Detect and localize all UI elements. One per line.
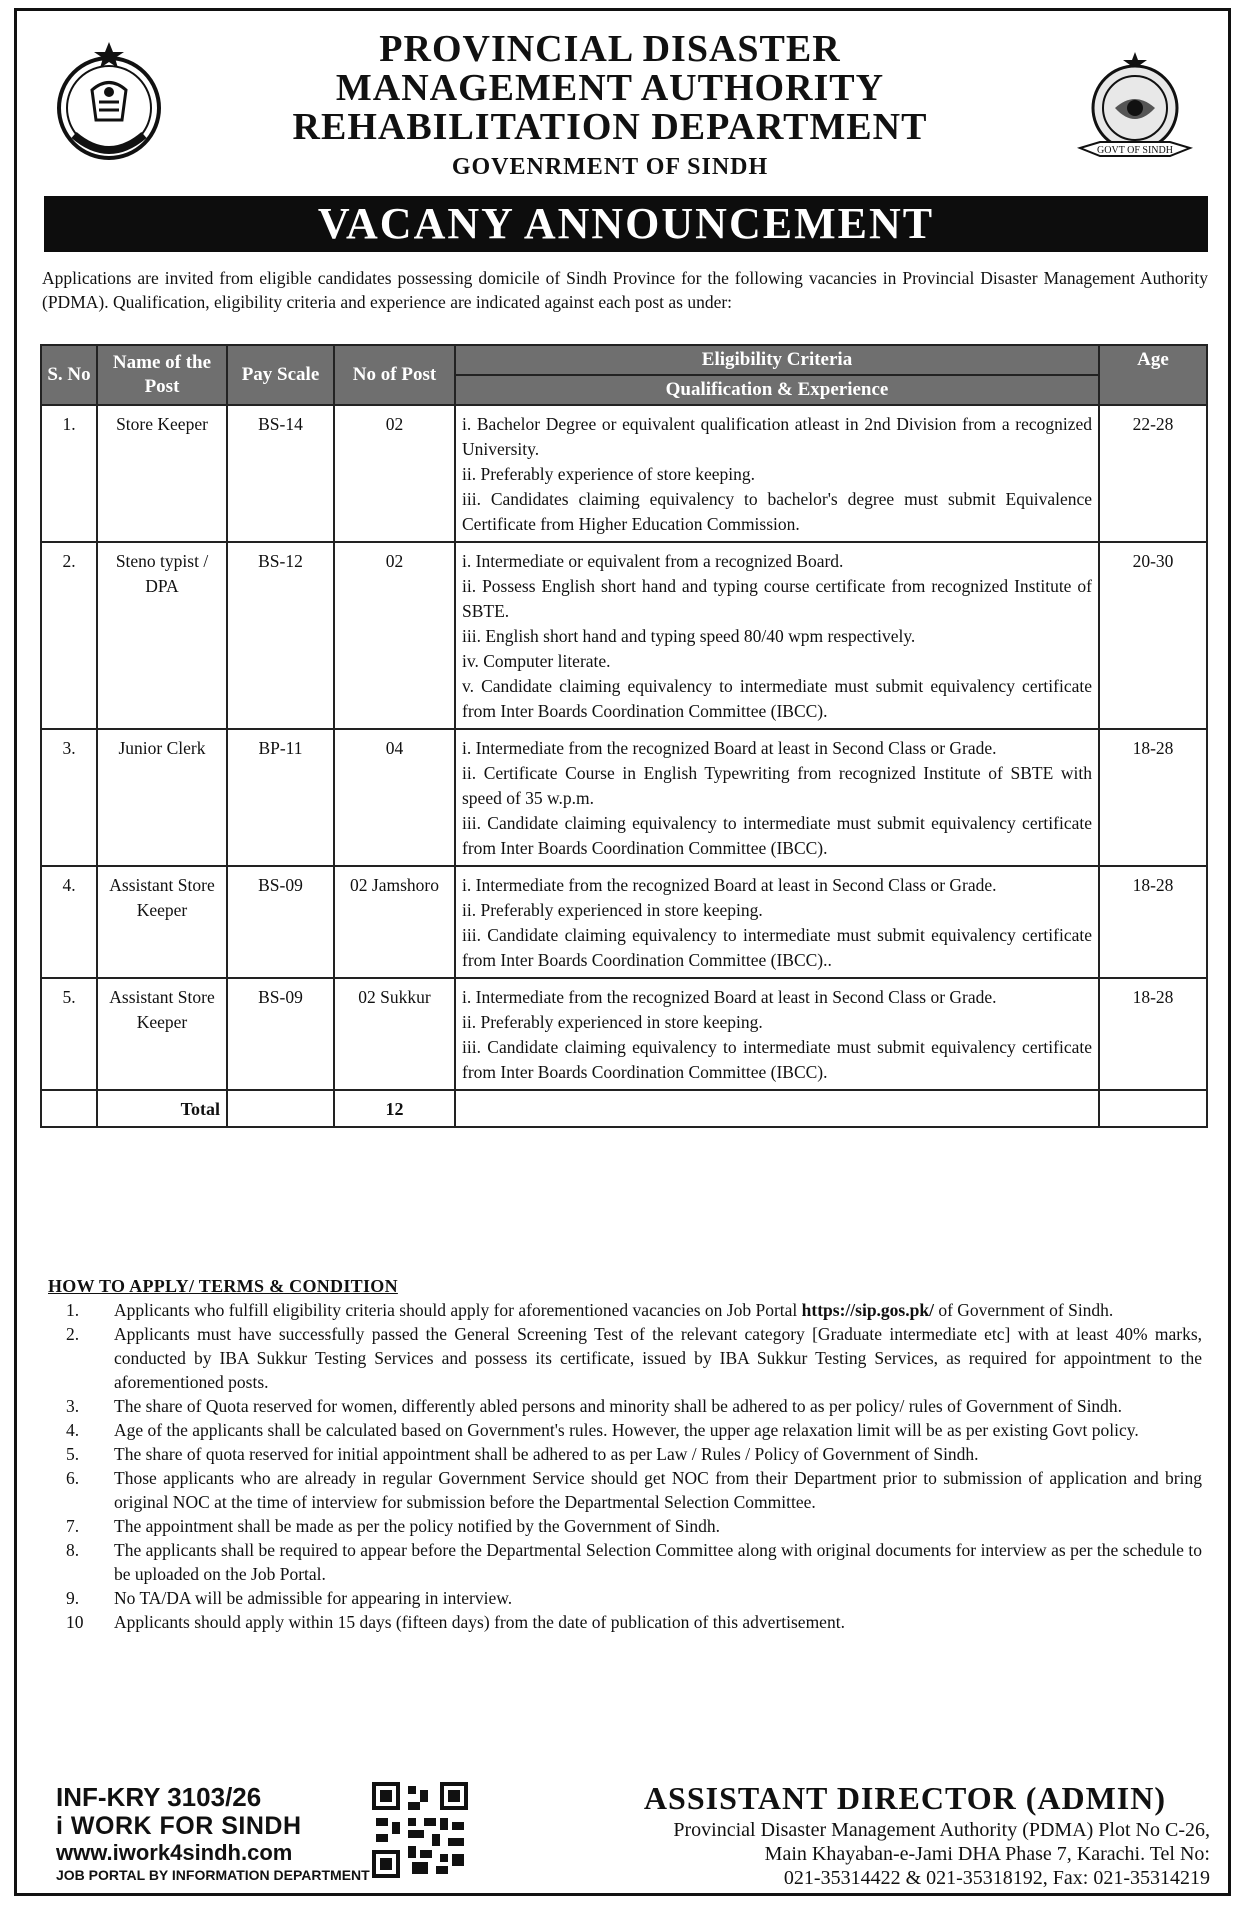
term-item: [48, 1514, 1202, 1538]
criteria-item: iii. Candidates claiming equivalency to bachelor's degree must submit Equivalence Certificate from Higher Education Commission.: [462, 489, 1092, 534]
org-name-line1: PROVINCIAL DISASTER: [379, 28, 841, 70]
term-text: No TA/DA will be admissible for appearing in interview.: [114, 1588, 513, 1608]
criteria-item: i. Intermediate from the recognized Board at least in Second Class or Grade.: [462, 875, 997, 895]
vacancy-table: [40, 344, 1208, 1128]
table-row: [41, 405, 1207, 542]
cell-post-count: 02: [334, 542, 455, 729]
term-item: [48, 1394, 1202, 1418]
term-item: [48, 1538, 1202, 1586]
signatory-title: ASSISTANT DIRECTOR (ADMIN): [643, 1780, 1166, 1816]
cell-pay-scale: BS-09: [227, 978, 334, 1090]
cell-sno: 4.: [41, 866, 97, 978]
cell-age: 18-28: [1099, 729, 1207, 866]
criteria-item: i. Intermediate or equivalent from a recognized Board.: [462, 551, 844, 571]
col-header-pay: Pay Scale: [227, 345, 334, 405]
intro-paragraph: Applications are invited from eligible candidates possessing domicile of Sindh Province for the following vacancies in Provincial Disaster Management Authority (PDMA). Qualification, eligibility criteria and experience are indicated against each post as under:: [42, 268, 1208, 312]
criteria-item: iii. Candidate claiming equivalency to intermediate must submit equivalency certificate from Inter Boards Coordination Committee (IBCC).: [462, 813, 1092, 858]
term1-text-before: Applicants who fulfill eligibility criteria should apply for aforementioned vacancies on Job Portal: [114, 1300, 802, 1320]
term-number: 5.: [66, 1444, 80, 1464]
term-text: Age of the applicants shall be calculated based on Government's rules. However, the upper age relaxation limit will be as per existing Govt policy.: [114, 1420, 1139, 1440]
cell-post-count: 02 Jamshoro: [334, 866, 455, 978]
criteria-item: iii. Candidate claiming equivalency to intermediate must submit equivalency certificate from Inter Boards Coordination Committee (IBCC).: [462, 1037, 1092, 1082]
cell-post-name: Store Keeper: [97, 405, 227, 542]
term-number: 9.: [66, 1588, 80, 1608]
term1-text-after: of Government of Sindh.: [933, 1300, 1114, 1320]
term-number: 10: [66, 1612, 84, 1632]
info-dept-reference: [56, 1782, 370, 1884]
term-text: The appointment shall be made as per the policy notified by the Government of Sindh.: [114, 1516, 721, 1536]
term-item: [48, 1298, 1202, 1322]
col-header-count: No of Post: [334, 345, 455, 405]
address-line3: 021-35314422 & 021-35318192, Fax: 021-35314219: [783, 1867, 1210, 1889]
criteria-item: iii. English short hand and typing speed 80/40 wpm respectively.: [462, 626, 916, 646]
ref-code: INF-KRY 3103/26: [56, 1782, 262, 1812]
criteria-item: ii. Preferably experienced in store keeping.: [462, 900, 763, 920]
total-cell-blank: [1099, 1090, 1207, 1127]
cell-age: 18-28: [1099, 866, 1207, 978]
cell-pay-scale: BS-09: [227, 866, 334, 978]
term-text: The applicants shall be required to appear before the Departmental Selection Committee along with original documents for interview as per the schedule to be uploaded on the Job Portal.: [114, 1540, 1202, 1584]
total-cell-blank: [455, 1090, 1099, 1127]
term-text: Those applicants who are already in regular Government Service should get NOC from their Department prior to submission of application and bring original NOC at the time of interview for submission before the Departmental Selection Committee.: [114, 1468, 1202, 1512]
table-row: [41, 866, 1207, 978]
criteria-item: ii. Preferably experience of store keeping.: [462, 464, 755, 484]
table-row: [41, 542, 1207, 729]
criteria-item: i. Bachelor Degree or equivalent qualification atleast in 2nd Division from a recognized University.: [462, 414, 1092, 459]
criteria-item: ii. Possess English short hand and typing course certificate from recognized Institute of SBTE.: [462, 576, 1092, 621]
cell-post-count: 04: [334, 729, 455, 866]
term-item: [48, 1586, 1202, 1610]
cell-eligibility: [455, 405, 1099, 542]
how-to-apply-title: HOW TO APPLY/ TERMS & CONDITION: [48, 1276, 398, 1296]
criteria-item: v. Candidate claiming equivalency to intermediate must submit equivalency certificate from Inter Boards Coordination Committee (IBCC).: [462, 676, 1092, 721]
brand-prefix: i: [56, 1812, 64, 1840]
term-item: [48, 1466, 1202, 1514]
term-number: 2.: [66, 1324, 80, 1344]
term-text: [114, 1298, 1202, 1322]
brand-name: WORK FOR SINDH: [70, 1812, 302, 1840]
term-number: 6.: [66, 1468, 80, 1488]
job-portal-link[interactable]: https://sip.gos.pk/: [801, 1300, 934, 1320]
criteria-item: ii. Certificate Course in English Typewriting from recognized Institute of SBTE with speed of 35 w.p.m.: [462, 763, 1092, 808]
cell-post-name: Steno typist / DPA: [97, 542, 227, 729]
seal-label: GOVT OF SINDH: [1097, 145, 1173, 156]
term-text: The share of Quota reserved for women, differently abled persons and minority shall be adhered to as per policy/ rules of Government of Sindh.: [114, 1396, 1123, 1416]
cell-age: 18-28: [1099, 978, 1207, 1090]
total-cell-blank: [227, 1090, 334, 1127]
cell-eligibility: [455, 978, 1099, 1090]
cell-age: 20-30: [1099, 542, 1207, 729]
term-number: 4.: [66, 1420, 80, 1440]
term-item: [48, 1322, 1202, 1394]
term-item: [48, 1610, 1202, 1634]
brand-line: [56, 1812, 370, 1840]
term-number: 3.: [66, 1396, 80, 1416]
cell-post-name: Assistant Store Keeper: [97, 978, 227, 1090]
cell-eligibility: [455, 542, 1099, 729]
term-text: The share of quota reserved for initial appointment shall be adhered to as per Law / Rules / Policy of Government of Sindh.: [114, 1444, 979, 1464]
header: [40, 30, 1210, 210]
term-item: [48, 1442, 1202, 1466]
term-text: Applicants must have successfully passed the General Screening Test of the relevant category [Graduate intermediate etc] with at least 40% marks, conducted by IBA Sukkur Testing Services and possess its certificate, issued by IBA Sukkur Testing Services, as required for appointment to the aforementioned posts.: [114, 1324, 1202, 1392]
cell-post-count: 02 Sukkur: [334, 978, 455, 1090]
table-row: [41, 729, 1207, 866]
cell-sno: 5.: [41, 978, 97, 1090]
criteria-item: iv. Computer literate.: [462, 651, 611, 671]
department-name: REHABILITATION DEPARTMENT: [292, 106, 928, 148]
cell-sno: 3.: [41, 729, 97, 866]
government-name: GOVENRMENT OF SINDH: [451, 154, 769, 180]
cell-pay-scale: BS-12: [227, 542, 334, 729]
terms-list: [48, 1298, 1202, 1634]
total-cell-blank: [41, 1090, 97, 1127]
cell-post-name: Assistant Store Keeper: [97, 866, 227, 978]
criteria-item: i. Intermediate from the recognized Board at least in Second Class or Grade.: [462, 738, 997, 758]
cell-post-name: Junior Clerk: [97, 729, 227, 866]
total-label: Total: [97, 1090, 227, 1127]
col-header-age: Age: [1099, 345, 1207, 405]
brand-website[interactable]: www.iwork4sindh.com: [56, 1840, 293, 1865]
total-value: 12: [334, 1090, 455, 1127]
term-number: 7.: [66, 1516, 80, 1536]
table-row: [41, 978, 1207, 1090]
criteria-item: i. Intermediate from the recognized Board at least in Second Class or Grade.: [462, 987, 997, 1007]
sindh-government-logo: [44, 40, 174, 170]
col-header-eligibility: Eligibility Criteria: [455, 345, 1099, 375]
address-line2: Main Khayaban-e-Jami DHA Phase 7, Karachi. Tel No:: [764, 1843, 1210, 1865]
term-text: Applicants should apply within 15 days (fifteen days) from the date of publication of this advertisement.: [114, 1612, 845, 1632]
cell-pay-scale: BP-11: [227, 729, 334, 866]
announcement-banner: VACANY ANNOUNCEMENT: [44, 196, 1208, 252]
term-number: 8.: [66, 1540, 80, 1560]
cell-post-count: 02: [334, 405, 455, 542]
cell-eligibility: [455, 729, 1099, 866]
col-header-sno: S. No: [41, 345, 97, 405]
cell-sno: 2.: [41, 542, 97, 729]
col-header-qualification: Qualification & Experience: [455, 375, 1099, 405]
criteria-item: ii. Preferably experienced in store keeping.: [462, 1012, 763, 1032]
cell-age: 22-28: [1099, 405, 1207, 542]
signatory-block: [510, 1778, 1210, 1890]
portal-caption: JOB PORTAL BY INFORMATION DEPARTMENT: [56, 1867, 370, 1883]
cell-eligibility: [455, 866, 1099, 978]
term-number: 1.: [66, 1300, 80, 1320]
cell-pay-scale: BS-14: [227, 405, 334, 542]
col-header-name: Name of the Post: [97, 345, 227, 405]
govt-of-sindh-seal: [1070, 50, 1200, 170]
term-item: [48, 1418, 1202, 1442]
criteria-item: iii. Candidate claiming equivalency to intermediate must submit equivalency certificate from Inter Boards Coordination Committee (IBCC)..: [462, 925, 1092, 970]
qr-code-icon: [372, 1782, 468, 1878]
cell-sno: 1.: [41, 405, 97, 542]
org-name-line2: MANAGEMENT AUTHORITY: [335, 67, 885, 109]
address-line1: Provincial Disaster Management Authority (PDMA) Plot No C-26,: [673, 1819, 1210, 1841]
